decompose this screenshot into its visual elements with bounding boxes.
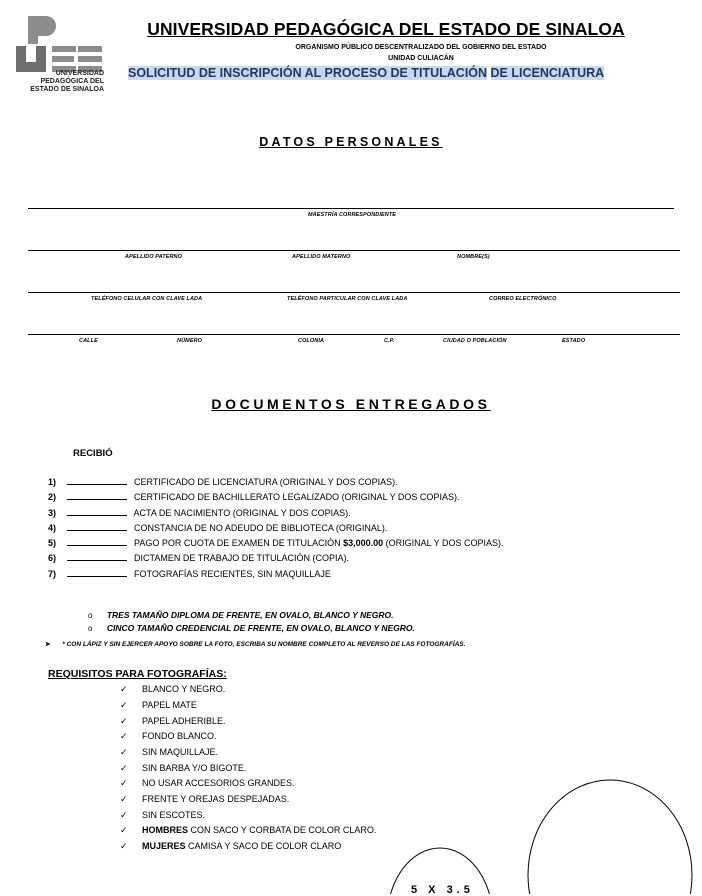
logo-line2: PEDAGÓGICA DEL (40, 78, 104, 85)
checkmark-icon: ✓ (120, 684, 128, 694)
checkmark-icon: ✓ (120, 747, 128, 757)
item-text: CERTIFICADO DE BACHILLERATO LEGALIZADO (ORIGINAL Y DOS COPIAS). (134, 492, 460, 502)
item-amount: $3,000.00 (343, 538, 384, 548)
nombres-label: NOMBRE(S) (457, 254, 490, 260)
sub-bullet-text: CINCO TAMAÑO CREDENCIAL DE FRENTE, EN OVALO, BLANCO Y NEGRO. (106, 623, 415, 633)
mujeres-text: CAMISA Y SACO DE COLOR CLARO (185, 841, 342, 851)
maestria-label: MAESTRÍA CORRESPONDIENTE (308, 212, 397, 218)
item-text: CONSTANCIA DE NO ADEUDO DE BIBLIOTECA (ORIGINAL). (134, 523, 388, 533)
requirement-text: PAPEL MATE (142, 700, 197, 710)
mujeres-bold: MUJERES (142, 841, 186, 851)
correo-label: CORREO ELECTRÓNICO (489, 296, 557, 302)
logo-line3: ESTADO DE SINALOA (30, 86, 104, 93)
item-number: 5) (48, 538, 57, 548)
item-text: CERTIFICADO DE LICENCIATURA (ORIGINAL Y DOS COPIAS). (134, 477, 398, 487)
item-number: 1) (48, 477, 57, 487)
checkmark-icon: ✓ (120, 778, 128, 788)
requirement-text: SIN ESCOTES. (142, 810, 206, 820)
item-text: PAGO POR CUOTA DE EXAMEN DE TITULACIÓN (134, 538, 344, 548)
checkmark-icon: ✓ (120, 810, 128, 820)
ciudad-label: CIUDAD O POBLACIÓN (443, 338, 507, 344)
requirement-text: FONDO BLANCO. (142, 731, 217, 741)
circle-bullet-icon: o (88, 624, 93, 633)
requirement-text: FRENTE Y OREJAS DESPEJADAS. (142, 794, 290, 804)
item-number: 2) (48, 492, 57, 502)
requirement-text: SIN MAQUILLAJE. (142, 747, 219, 757)
arrow-bullet-icon: ➤ (45, 641, 51, 648)
item-number: 4) (48, 523, 57, 533)
requirement-text: NO USAR ACCESORIOS GRANDES. (142, 778, 295, 788)
recibio-label: RECIBIÓ (73, 448, 113, 459)
circle-bullet-icon: o (88, 611, 93, 620)
telefono-particular-label: TELÉFONO PARTICULAR CON CLAVE LADA (287, 296, 408, 302)
item-text: ACTA DE NACIMIENTO (ORIGINAL Y DOS COPIAS). (133, 508, 351, 518)
logo-line1: UNIVERSIDAD (55, 70, 104, 77)
estado-label: ESTADO (562, 338, 586, 344)
item-text: FOTOGRAFÍAS RECIENTES, SIN MAQUILLAJE (134, 569, 331, 579)
unidad-line: UNIDAD CULIACÁN (388, 55, 454, 62)
documentos-title: DOCUMENTOS ENTREGADOS (211, 396, 491, 412)
university-title: UNIVERSIDAD PEDAGÓGICA DEL ESTADO DE SINALOA (147, 19, 625, 39)
oval-size-label: 5 X 3.5 (411, 884, 474, 896)
solicitud-part2: DE LICENCIATURA (490, 66, 605, 80)
hombres-bold: HOMBRES (142, 825, 189, 835)
item-text-suffix: (ORIGINAL Y DOS COPIAS). (383, 538, 504, 548)
requirement-text: BLANCO Y NEGRO. (142, 684, 226, 694)
requirement-text: SIN BARBA Y/O BIGOTE. (142, 763, 247, 773)
item-number: 7) (48, 569, 57, 579)
checkmark-icon: ✓ (120, 794, 128, 804)
sub-bullet-text: TRES TAMAÑO DIPLOMA DE FRENTE, EN OVALO, BLANCO Y NEGRO. (106, 610, 394, 620)
checkmark-icon: ✓ (120, 731, 128, 741)
note-text: * CON LÁPIZ Y SIN EJERCER APOYO SOBRE LA FOTO, ESCRIBA SU NOMBRE COMPLETO AL REVERSO DE LAS FOTOGRAFÍAS. (62, 641, 466, 648)
telefono-celular-label: TELÉFONO CELULAR CON CLAVE LADA (91, 296, 203, 302)
organismo-line: ORGANISMO PÚBLICO DESCENTRALIZADO DEL GOBIERNO DEL ESTADO (295, 44, 547, 51)
checkmark-icon: ✓ (120, 841, 128, 851)
checkmark-icon: ✓ (120, 825, 128, 835)
apellido-materno-label: APELLIDO MATERNO (292, 254, 351, 260)
cp-label: C.P. (384, 338, 395, 344)
solicitud-part1: SOLICITUD DE INSCRIPCIÓN AL PROCESO DE TITULACIÓN (128, 66, 488, 80)
requirement-text: PAPEL ADHERIBLE. (142, 716, 226, 726)
hombres-text: CON SACO Y CORBATA DE COLOR CLARO. (188, 825, 377, 835)
numero-label: NÚMERO (177, 338, 203, 344)
requisitos-title: REQUISITOS PARA FOTOGRAFÍAS: (48, 668, 227, 680)
datos-personales-title: DATOS PERSONALES (259, 135, 443, 149)
checkmark-icon: ✓ (120, 716, 128, 726)
item-number: 3) (48, 508, 57, 518)
apellido-paterno-label: APELLIDO PATERNO (125, 254, 183, 260)
checkmark-icon: ✓ (120, 763, 128, 773)
photo-oval-large (528, 780, 692, 894)
checkmark-icon: ✓ (120, 700, 128, 710)
calle-label: CALLE (79, 338, 98, 344)
item-number: 6) (48, 553, 57, 563)
colonia-label: COLONIA (298, 338, 325, 344)
item-text: DICTAMEN DE TRABAJO DE TITULACIÓN (COPIA). (134, 553, 350, 563)
